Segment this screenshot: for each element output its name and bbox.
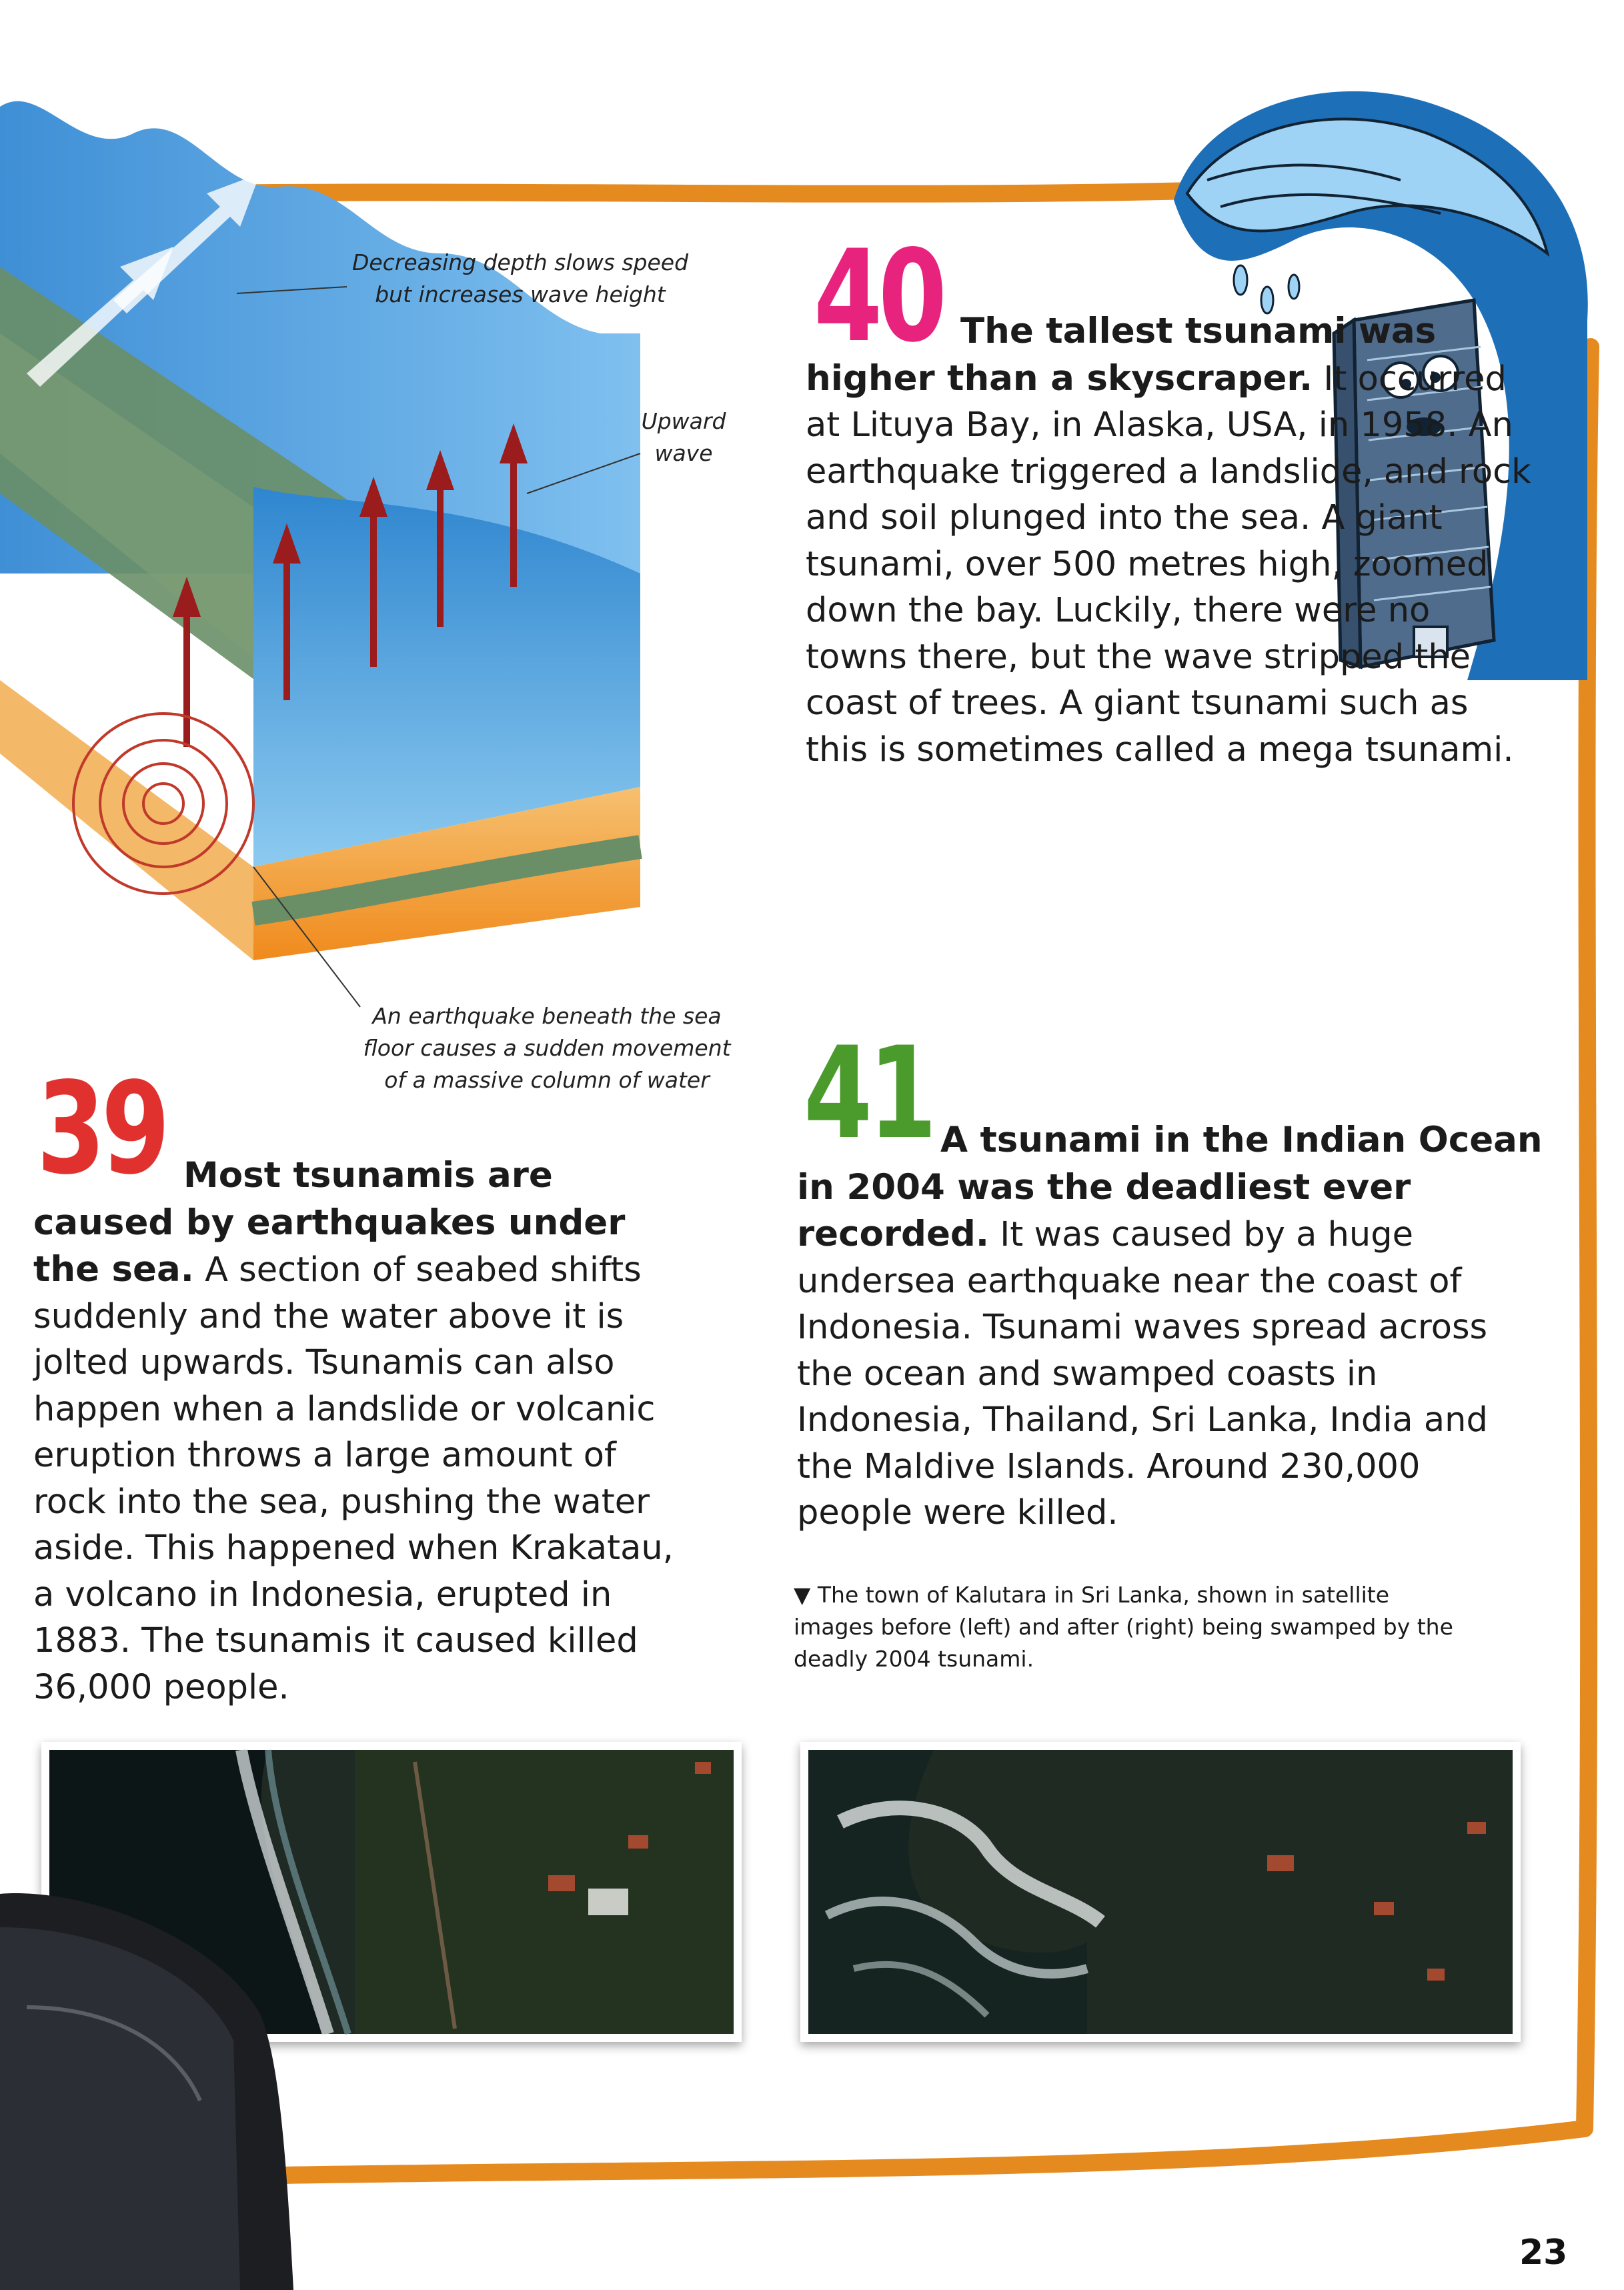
fact-40-body: It occurred at Lituya Bay, in Alaska, USA, in 1958. An earthquake triggered a landslide, and rock and soil plunged into the sea. A giant tsunami, over 500 metres high, zoomed down the bay. Luckily, there were no towns there, but the wave stripped the coast of trees. A giant tsunami such as this is sometimes called a mega tsunami.	[806, 359, 1531, 770]
fact-40-lead: The tallest tsunami was higher than a skyscraper.	[806, 311, 1437, 399]
fact-number-39: 39	[37, 1055, 166, 1202]
page-number: 23	[1519, 2233, 1568, 2273]
photo-caption	[794, 1579, 1461, 1675]
fact-number-40: 40	[814, 223, 943, 370]
caption-marker: ▼	[794, 1582, 811, 1608]
satellite-photo-after	[800, 1742, 1521, 2042]
fact-40-text	[806, 308, 1539, 773]
dark-device-illustration	[0, 1887, 307, 2290]
fact-41-text	[797, 1117, 1544, 1536]
fact-39-lead: Most tsunamis are caused by earthquakes under the sea.	[33, 1155, 626, 1290]
callout-depth: Decreasing depth slows speed but increases wave height	[351, 249, 689, 307]
fact-41-lead: A tsunami in the Indian Ocean in 2004 was the deadliest ever recorded.	[797, 1120, 1543, 1254]
fact-number-41: 41	[804, 1020, 933, 1167]
callout-upward-wave: Upward wave	[641, 408, 726, 466]
fact-41-body: It was caused by a huge undersea earthquake near the coast of Indonesia. Tsunami waves spread across the ocean and swamped coasts in Indonesia, Thailand, Sri Lanka, India and the Maldive Islands. Around 230,000 people were killed.	[797, 1215, 1488, 1532]
callout-earthquake: An earthquake beneath the sea floor causes a sudden movement of a massive column of water	[363, 1003, 731, 1093]
fact-39-text	[33, 1152, 687, 1710]
tsunami-diagram	[0, 80, 667, 1027]
caption-text: The town of Kalutara in Sri Lanka, shown in satellite images before (left) and after (right) being swamped by the deadly 2004 tsunami.	[794, 1582, 1453, 1672]
fact-39-body: A section of seabed shifts suddenly and the water above it is jolted upwards. Tsunamis can also happen when a landslide or volcanic eruption throws a large amount of rock into the sea, pushing the water aside. This happened when Krakatau, a volcano in Indonesia, erupted in 1883. The tsunamis it caused killed 36,000 people.	[33, 1250, 674, 1707]
